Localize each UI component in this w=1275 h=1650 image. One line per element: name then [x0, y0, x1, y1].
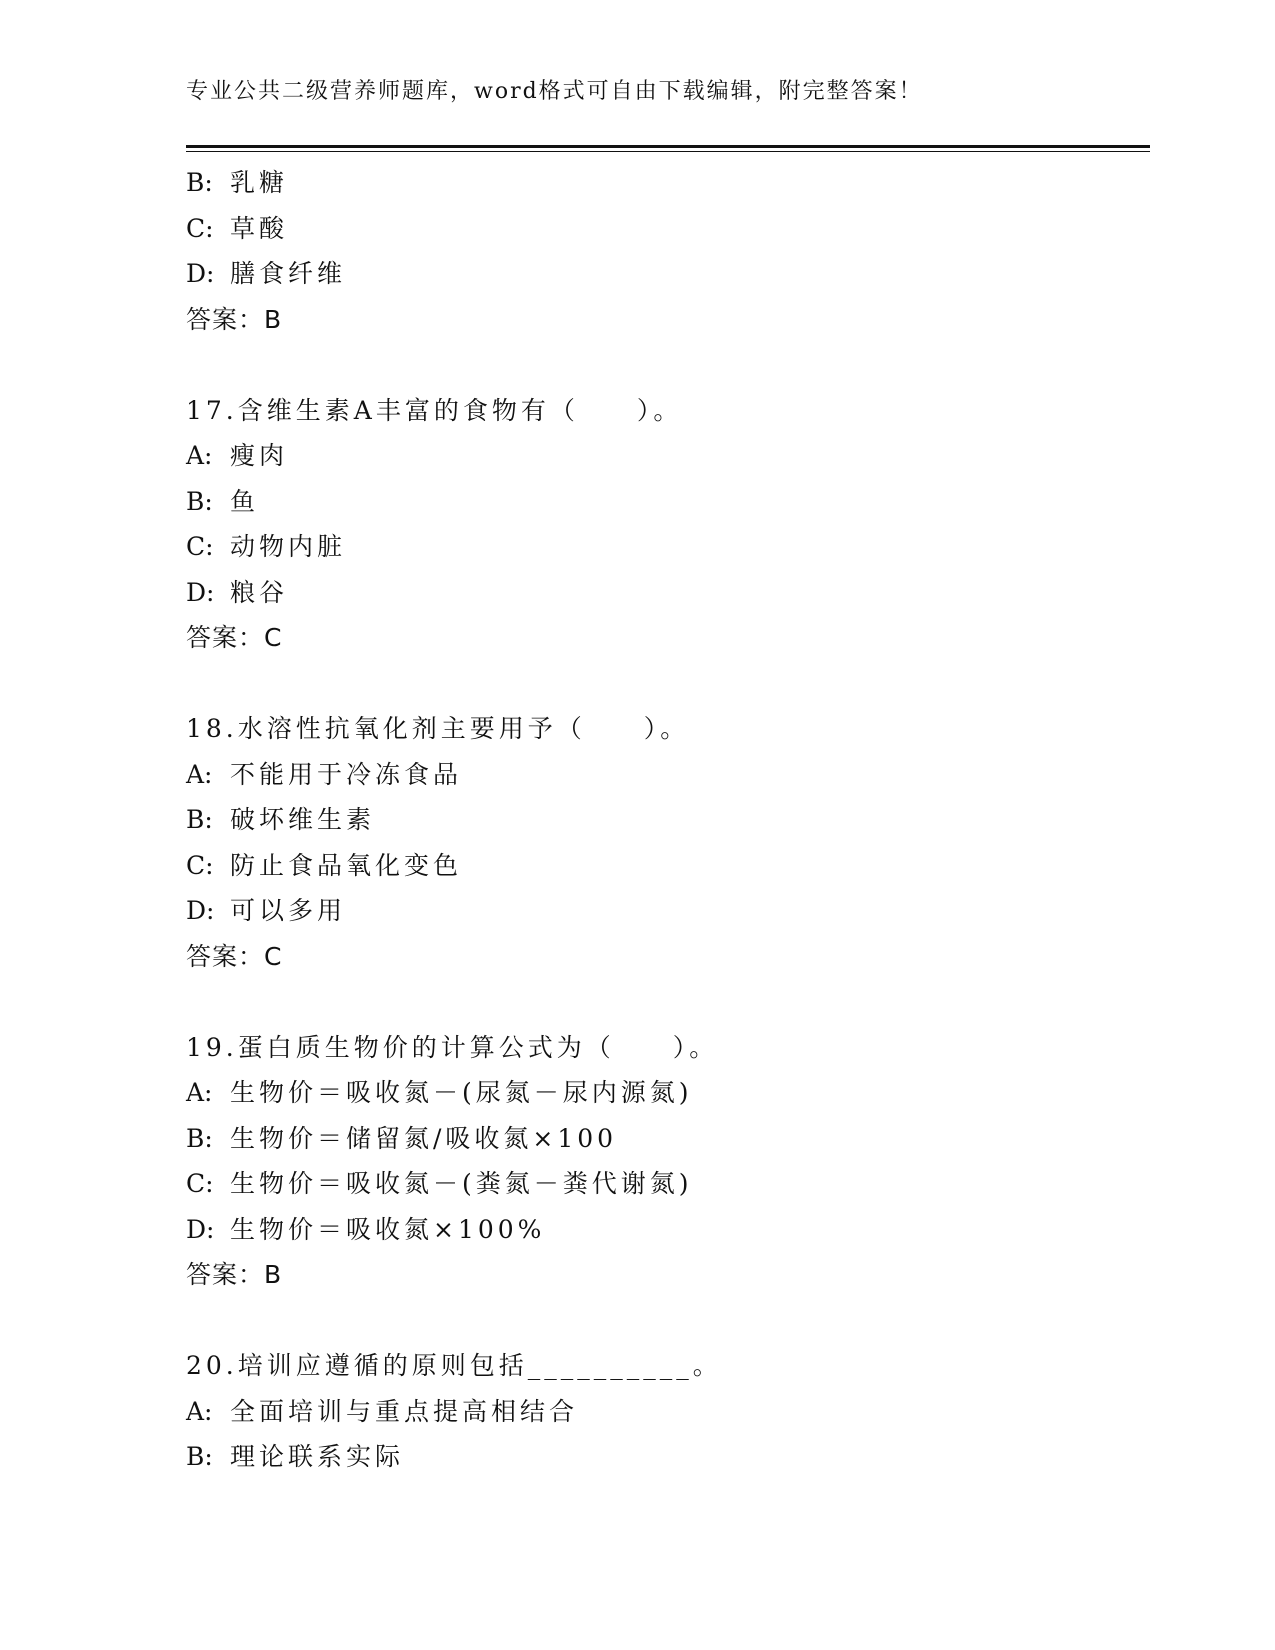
option-letter: B:	[186, 168, 213, 197]
block-gap	[186, 979, 1150, 1025]
option-letter: D:	[186, 577, 215, 607]
option-letter: B:	[186, 486, 213, 516]
answer-line: 答案：B	[186, 304, 283, 334]
option-line	[186, 433, 1150, 479]
option-letter: B:	[186, 1123, 213, 1153]
option-line	[186, 1116, 1150, 1162]
option-text: 防止食品氧化变色	[230, 850, 463, 880]
option-letter: D:	[186, 259, 215, 288]
block-gap	[186, 661, 1150, 707]
option-line	[186, 206, 1150, 252]
option-line	[186, 1070, 1150, 1116]
option-line	[186, 752, 1150, 798]
header-rule-thick	[186, 145, 1150, 148]
option-text: 生物价＝吸收氮－(尿氮－尿内源氮)	[230, 1078, 693, 1107]
block-gap	[186, 342, 1150, 388]
question-block	[186, 160, 1150, 342]
option-line	[186, 524, 1150, 570]
question-list	[186, 160, 1150, 1480]
option-line	[186, 1161, 1150, 1207]
option-letter: A:	[186, 759, 213, 789]
header-rule-thin	[186, 151, 1150, 152]
option-letter: C:	[186, 532, 214, 561]
option-line	[186, 1207, 1150, 1253]
option-letter: C:	[186, 1169, 214, 1198]
option-line	[186, 888, 1150, 934]
option-line	[186, 797, 1150, 843]
option-text: 膳食纤维	[230, 259, 347, 288]
option-text: 可以多用	[230, 896, 347, 925]
question-text: 18.水溶性抗氧化剂主要用予（ ）。	[186, 714, 690, 743]
option-letter: C:	[186, 213, 214, 243]
block-gap	[186, 1298, 1150, 1344]
question-block	[186, 706, 1150, 979]
option-text: 鱼	[230, 486, 260, 516]
option-line	[186, 479, 1150, 525]
option-line	[186, 1389, 1150, 1435]
question-text: 20.培训应遵循的原则包括__________。	[186, 1351, 722, 1380]
question-block	[186, 1343, 1150, 1480]
option-letter: B:	[186, 805, 213, 834]
answer-line: 答案：C	[186, 623, 283, 652]
option-letter: B:	[186, 1442, 213, 1471]
option-line	[186, 160, 1150, 206]
question-block	[186, 1025, 1150, 1298]
answer-line: 答案：B	[186, 1260, 283, 1289]
option-line	[186, 570, 1150, 616]
option-text: 动物内脏	[230, 532, 347, 561]
option-text: 不能用于冷冻食品	[230, 759, 463, 789]
option-text: 生物价＝吸收氮－(粪氮－粪代谢氮)	[230, 1169, 693, 1198]
option-line	[186, 1434, 1150, 1480]
option-text: 生物价＝储留氮/吸收氮×100	[230, 1123, 618, 1153]
option-text: 草酸	[230, 213, 289, 243]
option-line	[186, 843, 1150, 889]
option-text: 理论联系实际	[230, 1442, 405, 1471]
option-letter: C:	[186, 850, 214, 880]
option-letter: A:	[186, 1396, 213, 1426]
option-letter: A:	[186, 441, 213, 470]
question-text: 17.含维生素A丰富的食物有（ ）。	[186, 395, 683, 425]
option-letter: A:	[186, 1078, 213, 1107]
option-text: 全面培训与重点提高相结合	[230, 1396, 579, 1426]
option-letter: D:	[186, 896, 215, 925]
option-text: 乳糖	[230, 168, 289, 197]
page-header: 专业公共二级营养师题库，word格式可自由下载编辑，附完整答案！	[186, 79, 923, 104]
question-text: 19.蛋白质生物价的计算公式为（ ）。	[186, 1032, 719, 1062]
question-block	[186, 388, 1150, 661]
option-line	[186, 251, 1150, 297]
option-text: 破坏维生素	[230, 805, 376, 834]
option-text: 生物价＝吸收氮×100%	[230, 1214, 546, 1244]
option-text: 瘦肉	[230, 441, 289, 470]
answer-line: 答案：C	[186, 941, 283, 971]
option-letter: D:	[186, 1214, 215, 1244]
option-text: 粮谷	[230, 577, 289, 607]
